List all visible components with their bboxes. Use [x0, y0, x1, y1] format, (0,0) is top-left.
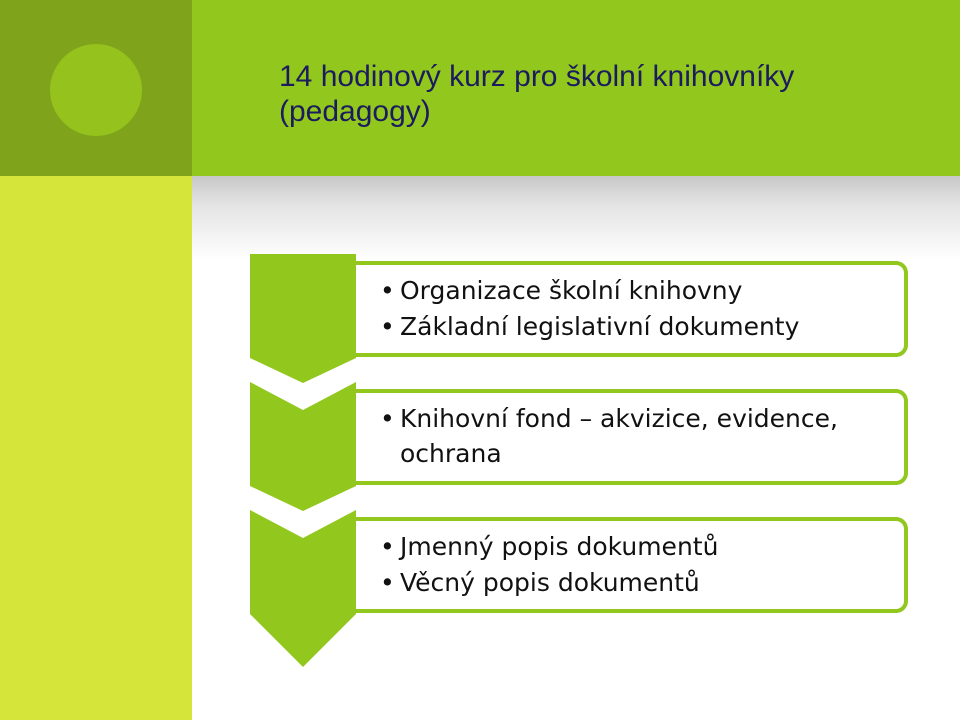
- process-step-card-1: [356, 261, 908, 357]
- process-step-card-2: [356, 389, 908, 485]
- chevron-step-3: [250, 510, 356, 667]
- slide-title-line-2: (pedagogy): [279, 95, 431, 128]
- list-item: • Jmenný popis dokumentů: [380, 529, 894, 565]
- step-2-bullet-list: [380, 401, 894, 471]
- slide-title-line-1: 14 hodinový kurz pro školní knihovníky: [279, 60, 795, 93]
- list-item: • Věcný popis dokumentů: [380, 565, 894, 601]
- chevron-step-2: [250, 382, 356, 511]
- list-item: • Základní legislativní dokumenty: [380, 309, 894, 345]
- step-3-bullet-list: [380, 529, 894, 601]
- step-1-bullet-list: [380, 273, 894, 345]
- chevron-step-1: [250, 254, 356, 383]
- process-step-card-3: [356, 517, 908, 613]
- list-item: • Organizace školní knihovny: [380, 273, 894, 309]
- list-item: • Knihovní fond – akvizice, evidence, ochrana: [380, 401, 894, 471]
